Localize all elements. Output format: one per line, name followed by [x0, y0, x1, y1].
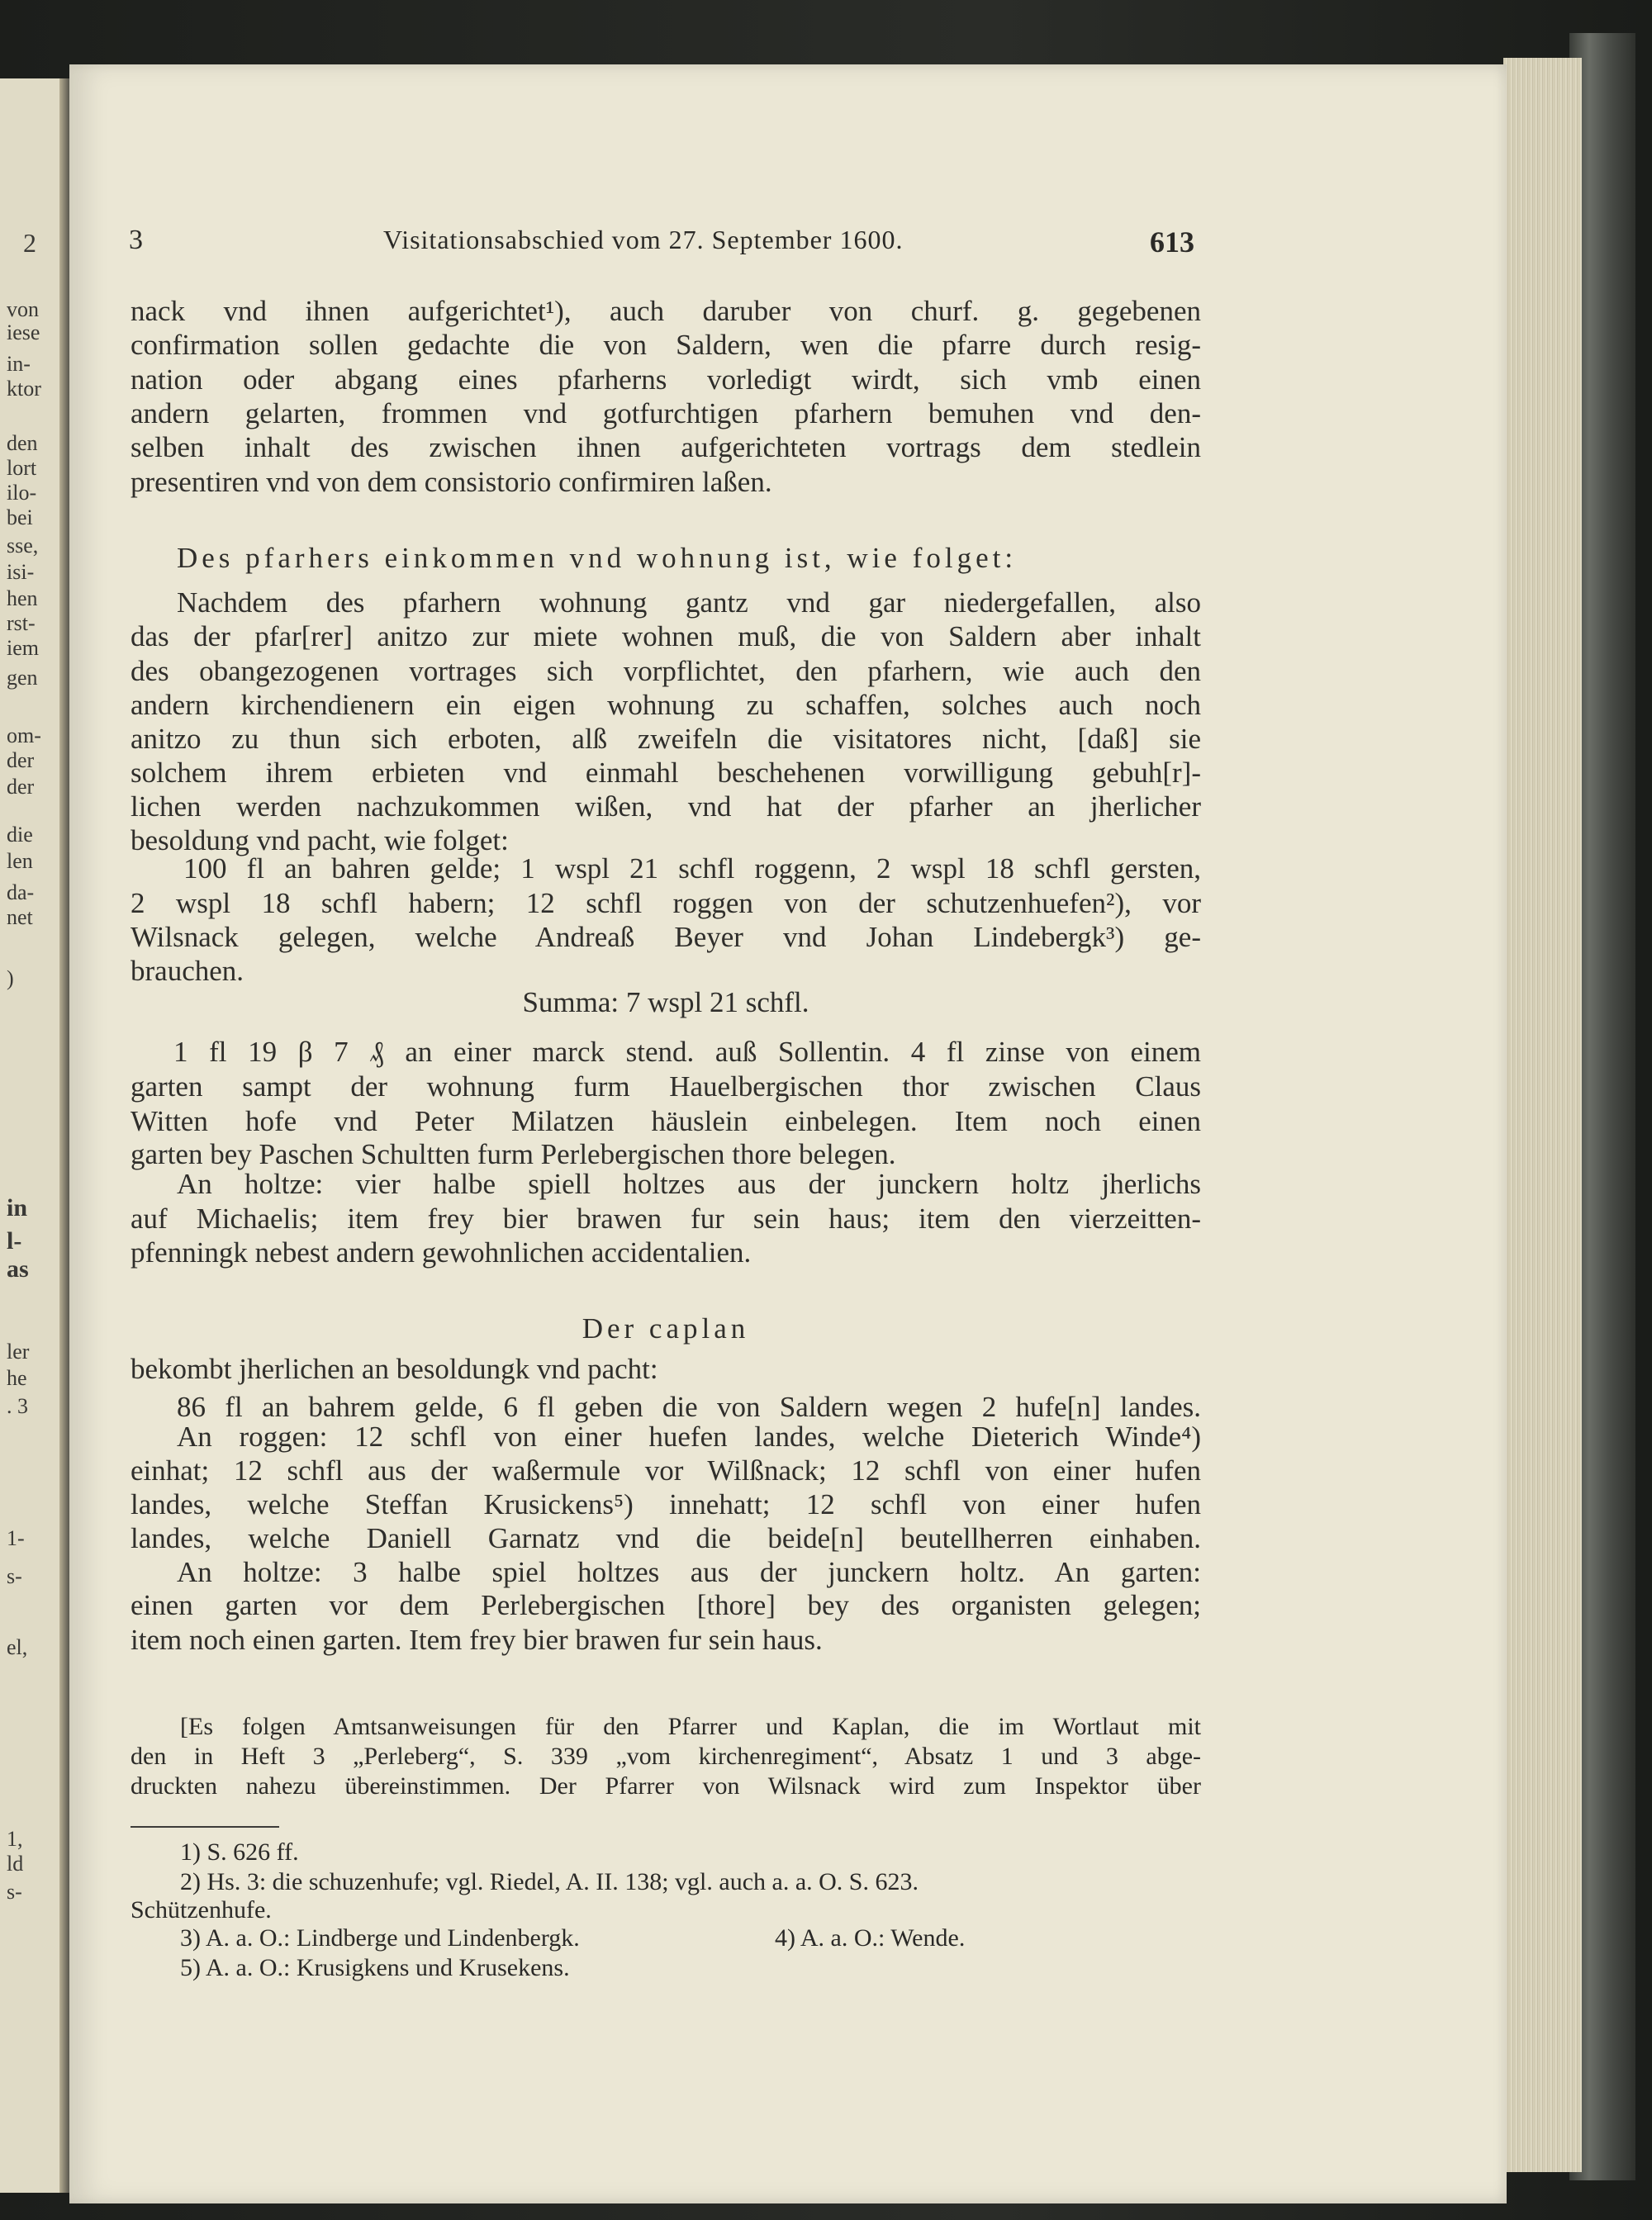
margin-fragment: da-: [7, 880, 35, 904]
note-line: [Es folgen Amtsanweisungen für den Pfarrer und Kaplan, die im Wortlaut mit: [180, 1713, 1201, 1740]
margin-fragment: bei: [7, 505, 33, 529]
text-line: besoldung vnd pacht, wie folget:: [131, 824, 509, 856]
text-line: garten bey Paschen Schultten furm Perlebergischen thore belegen.: [131, 1138, 896, 1170]
margin-fragment: rst-: [7, 611, 36, 635]
margin-fragment: in-: [7, 352, 31, 376]
text-line: anitzo zu thun sich erboten, alß zweifeln die visitatores nicht, [daß] sie: [131, 723, 1201, 755]
page-edges: [1503, 58, 1582, 2172]
text-line: nack vnd ihnen aufgerichtet¹), auch daruber von churf. g. gegebenen: [131, 295, 1201, 327]
text-line: nation oder abgang eines pfarherns vorledigt wirdt, sich vmb einen: [131, 363, 1201, 396]
margin-fragment: die: [7, 823, 33, 847]
margin-fragment: der: [7, 775, 35, 799]
margin-fragment: den: [7, 431, 38, 455]
text-line: confirmation sollen gedachte die von Saldern, wen die pfarre durch resig-: [131, 329, 1201, 361]
margin-fragment: 1,: [7, 1827, 23, 1851]
text-line: pfenningk nebest andern gewohnlichen accidentalien.: [131, 1236, 752, 1269]
text-line: auf Michaelis; item frey bier brawen fur sein haus; item den vierzeitten-: [131, 1202, 1201, 1235]
margin-fragment: ld: [7, 1852, 24, 1876]
text-line: An roggen: 12 schfl von einer huefen landes, welche Dieterich Winde⁴): [177, 1421, 1201, 1453]
footnote-rule: [131, 1826, 279, 1828]
text-line: bekombt jherlichen an besoldungk vnd pacht:: [131, 1353, 658, 1385]
margin-fragment: net: [7, 905, 33, 929]
text-line: das der pfar[rer] anitzo zur miete wohnen muß, die von Saldern aber inhalt: [131, 620, 1201, 652]
margin-fragment: in: [7, 1194, 28, 1221]
margin-fragment: len: [7, 849, 33, 873]
margin-fragment: ler: [7, 1340, 30, 1364]
margin-fragment: lort: [7, 456, 37, 480]
footnote: 3) A. a. O.: Lindberge und Lindenbergk.: [180, 1924, 580, 1952]
margin-fragment: hen: [7, 586, 38, 610]
margin-fragment: der: [7, 748, 35, 772]
footnote: 1) S. 626 ff.: [180, 1838, 299, 1866]
text-line: 100 fl an bahren gelde; 1 wspl 21 schfl roggenn, 2 wspl 18 schfl gersten,: [183, 852, 1201, 885]
margin-fragment: s-: [7, 1880, 22, 1904]
note-line: den in Heft 3 „Perleberg“, S. 339 „vom kirchenregiment“, Absatz 1 und 3 abge-: [131, 1743, 1201, 1770]
text-line: Wilsnack gelegen, welche Andreaß Beyer vnd Johan Lindebergk³) ge-: [131, 921, 1201, 953]
note-line: druckten nahezu übereinstimmen. Der Pfarrer von Wilsnack wird zum Inspektor über: [131, 1772, 1201, 1800]
margin-fragment: gen: [7, 666, 38, 690]
margin-fragment: l-: [7, 1227, 22, 1255]
margin-fragment: om-: [7, 723, 41, 747]
text-line: brauchen.: [131, 955, 244, 987]
text-line: Der caplan: [582, 1312, 750, 1345]
text-line: garten sampt der wohnung furm Hauelbergischen thor zwischen Claus: [131, 1070, 1201, 1103]
text-line: andern kirchendienern ein eigen wohnung zu schaffen, solches auch noch: [131, 689, 1201, 721]
margin-fragment: 2: [23, 228, 36, 258]
text-line: presentiren vnd von dem consistorio confirmiren laßen.: [131, 466, 772, 498]
text-line: einen garten vor dem Perlebergischen [thore] bey des organisten gelegen;: [131, 1589, 1201, 1621]
page-number: 613: [1150, 225, 1194, 259]
margin-fragment: iem: [7, 636, 39, 660]
text-line: andern gelarten, frommen vnd gotfurchtigen pfarhern bemuhen vnd den-: [131, 397, 1201, 429]
text-line: landes, welche Daniell Garnatz vnd die beide[n] beutellherren einhaben.: [131, 1522, 1201, 1554]
text-line: einhat; 12 schfl aus der waßermule vor Wilßnack; 12 schfl von einer hufen: [131, 1454, 1201, 1487]
margin-fragment: as: [7, 1255, 29, 1283]
margin-fragment: he: [7, 1366, 27, 1390]
text-line: An holtze: vier halbe spiell holtzes aus der junckern holtz jherlichs: [177, 1168, 1201, 1200]
text-line: Summa: 7 wspl 21 schfl.: [522, 986, 809, 1018]
text-line: lichen werden nachzukommen wißen, vnd hat der pfarher an jherlicher: [131, 790, 1201, 823]
text-line: landes, welche Steffan Krusickens⁵) innehatt; 12 schfl von einer hufen: [131, 1488, 1201, 1520]
margin-fragment: isi-: [7, 560, 35, 584]
margin-fragment: 1-: [7, 1526, 25, 1550]
margin-fragment: von: [7, 297, 39, 321]
margin-fragment: . 3: [7, 1394, 28, 1418]
margin-fragment: ilo-: [7, 481, 37, 505]
footnote: 4) A. a. O.: Wende.: [775, 1924, 966, 1952]
footnote: 5) A. a. O.: Krusigkens und Krusekens.: [180, 1954, 570, 1981]
text-line: 86 fl an bahrem gelde, 6 fl geben die von Saldern wegen 2 hufe[n] landes.: [177, 1391, 1201, 1423]
book-page: [69, 64, 1507, 2203]
margin-fragment: iese: [7, 320, 40, 344]
section-number: 3: [129, 225, 143, 255]
margin-fragment: el,: [7, 1635, 28, 1659]
text-line: Witten hofe vnd Peter Milatzen häuslein einbelegen. Item noch einen: [131, 1105, 1201, 1137]
text-line: 1 fl 19 β 7 ₰ an einer marck stend. auß Sollentin. 4 fl zinse von einem: [173, 1036, 1201, 1068]
text-line: des obangezogenen vortrages sich vorpflichtet, den pfarhern, wie auch den: [131, 655, 1201, 687]
text-line: item noch einen garten. Item frey bier brawen fur sein haus.: [131, 1624, 823, 1656]
text-line: Des pfarhers einkommen vnd wohnung ist, wie folget:: [177, 542, 1018, 574]
margin-fragment: ktor: [7, 377, 41, 401]
text-line: Nachdem des pfarhern wohnung gantz vnd gar niedergefallen, also: [177, 586, 1201, 619]
gutter-shadow: [59, 78, 69, 2193]
text-line: 2 wspl 18 schfl habern; 12 schfl roggen von der schutzenhuefen²), vor: [131, 887, 1201, 919]
footnote: 2) Hs. 3: die schuzenhufe; vgl. Riedel, A. II. 138; vgl. auch a. a. O. S. 623.: [180, 1868, 919, 1895]
footnote: Schützenhufe.: [131, 1896, 272, 1924]
margin-fragment: ): [7, 966, 14, 990]
header-title: Visitationsabschied vom 27. September 1600.: [383, 225, 904, 254]
margin-fragment: sse,: [7, 534, 39, 557]
text-line: solchem ihrem erbieten vnd einmahl beschehenen vorwilligung gebuh[r]-: [131, 757, 1201, 789]
text-line: selben inhalt des zwischen ihnen aufgerichteten vortrags dem stedlein: [131, 431, 1201, 463]
margin-fragment: s-: [7, 1564, 22, 1588]
text-line: An holtze: 3 halbe spiel holtzes aus der junckern holtz. An garten:: [177, 1556, 1201, 1588]
